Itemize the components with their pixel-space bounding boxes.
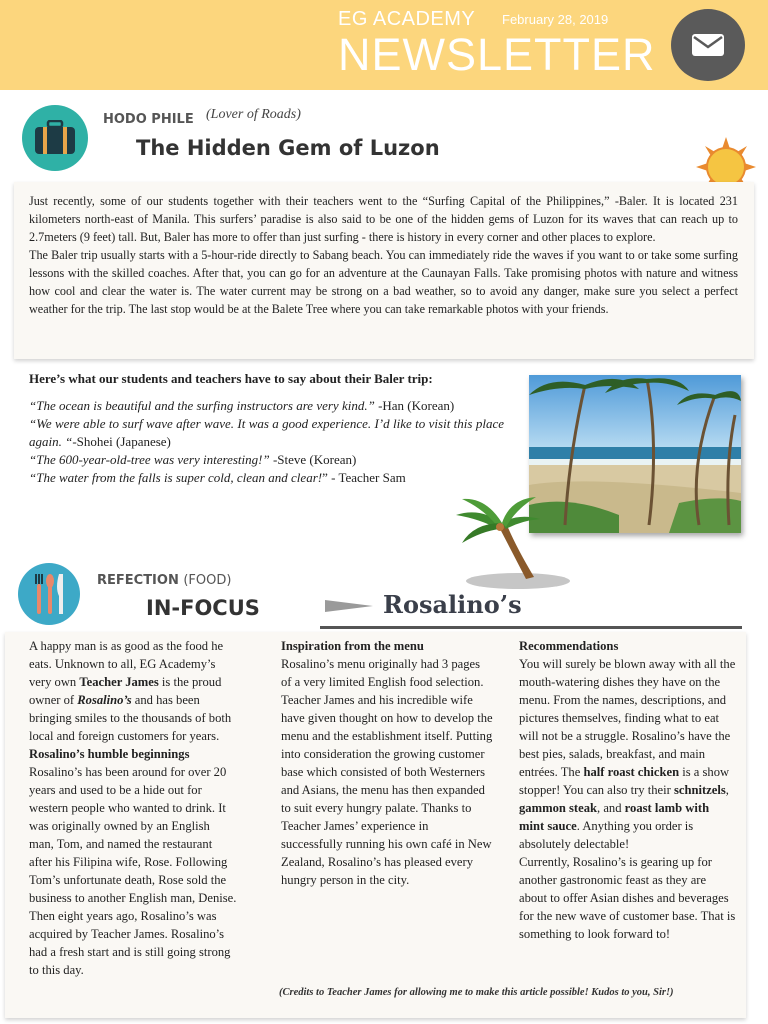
- column-heading: Inspiration from the menu: [281, 639, 424, 653]
- section-kicker: HODO PHILE: [103, 112, 194, 127]
- column-paragraph: Rosalino’s menu originally had 3 pages of a very limited English food selection. Teacher James and his incredible wife have given thought on how to develop the menu and the establishment itself. Putting into consideration the growing customer base which consisted of both Westerners and Asians, the menu has then expanded to suit every hungry palate. Thanks to Teacher James’ experience in successfully running his own café in New Zealand, Rosalino’s has pleased every hungry person in the city.: [281, 657, 493, 887]
- suitcase-icon: [33, 120, 77, 156]
- quote-item: “The 600-year-old-tree was very interesting!” -Steve (Korean): [29, 452, 357, 467]
- section-kicker: REFECTION (FOOD): [97, 573, 232, 588]
- issue-date: February 28, 2019: [502, 12, 609, 27]
- intro-paragraph: Just recently, some of our students together with their teachers went to the “Surfing Capital of the Philippines,” -Baler. It is located 231 kilometers north-east of Manila. This surfers’ paradise is also said to be one of the hidden gems of Luzon for its waves that can reach up to 2.7meters (9 feet) tall. But, Baler has more to offer than just surfing - there is history in every corner and other places to explore.: [29, 194, 738, 244]
- quotes-list: [29, 397, 504, 487]
- quote-item: “The water from the falls is super cold, clean and clear!” - Teacher Sam: [29, 470, 406, 485]
- column-history: [29, 637, 237, 979]
- article-title: The Hidden Gem of Luzon: [136, 136, 440, 160]
- quote-item: “We were able to surf wave after wave. It was a good experience. I’d like to visit this place again. “-Shohei (Japanese): [29, 416, 504, 449]
- envelope-icon: [691, 33, 725, 57]
- suitcase-icon-badge: [22, 105, 88, 171]
- intro-paragraph: The Baler trip usually starts with a 5-hour-ride directly to Sabang beach. You can immediately ride the waves if you want to or take some surfing lessons with the skilled coaches. After that, you can go for an adventure at the Caunayan Falls. Take promising photos with nature and witness how cool and clear the water is. The water current may be strong on a bad weather, so to avoid any danger, make sure you select a perfect weather for the trip. The last stop would be at the Balete Tree where you can take remarkable photos with your friends.: [29, 248, 738, 316]
- quote-item: “The ocean is beautiful and the surfing instructors are very kind.” -Han (Korean): [29, 398, 455, 413]
- column-paragraph: A happy man is as good as the food he eats. Unknown to all, EG Academy’s very own Teacher James is the proud owner of Rosalino’s and has been bringing smiles to the thousands of both local and foreign customers for years.: [29, 639, 232, 743]
- feature-title: Rosalino’s: [383, 590, 522, 619]
- academy-name: EG ACADEMY: [338, 8, 476, 30]
- column-heading: Rosalino’s humble beginnings: [29, 747, 190, 761]
- palm-tree-icon: [440, 493, 570, 593]
- newsletter-title: NEWSLETTER: [338, 29, 656, 80]
- column-menu: [281, 637, 493, 889]
- column-paragraph: You will surely be blown away with all the mouth-watering dishes they have on the menu. From the names, descriptions, and pictures themselves, finding what to eat will not be a struggle. Rosalino’s have the best pies, salads, breakfast, and main entrées. The half roast chicken is a show stopper! You can also try their schnitzels, gammon steak, and roast lamb with mint sauce. Anything you order is absolutely delectable!: [519, 657, 736, 851]
- column-heading: Recommendations: [519, 639, 619, 653]
- utensils-icon-badge: [18, 563, 80, 625]
- credits-note: (Credits to Teacher James for allowing me to make this article possible! Kudos to you, Sir!): [279, 987, 674, 998]
- feature-divider: [320, 626, 742, 629]
- column-paragraph: Rosalino’s has been around for over 20 years and used to be a hide out for western people who wanted to drink. It was originally owned by an English man, Tom, and named the restaurant after his Filipina wife, Rose. Following Tom’s unfortunate death, Rose sold the business to another English man, Denise. Then eight years ago, Rosalino’s was acquired by Teacher James. Rosalino’s had a fresh start and is still going strong to this day.: [29, 765, 237, 977]
- column-recommendations: [519, 637, 737, 943]
- column-paragraph: Currently, Rosalino’s is gearing up for another gastronomic feast as they are about to offer Asian dishes and beverages for the new wave of customer base. That is something to look forward to!: [519, 855, 736, 941]
- utensils-icon: [29, 572, 69, 616]
- quotes-heading: Here’s what our students and teachers have to say about their Baler trip:: [29, 371, 433, 386]
- section-title: IN-FOCUS: [146, 596, 260, 620]
- arrow-right-icon: [325, 597, 373, 615]
- intro-text: [29, 192, 738, 318]
- mail-button[interactable]: [671, 9, 745, 81]
- section-note: (Lover of Roads): [206, 107, 301, 122]
